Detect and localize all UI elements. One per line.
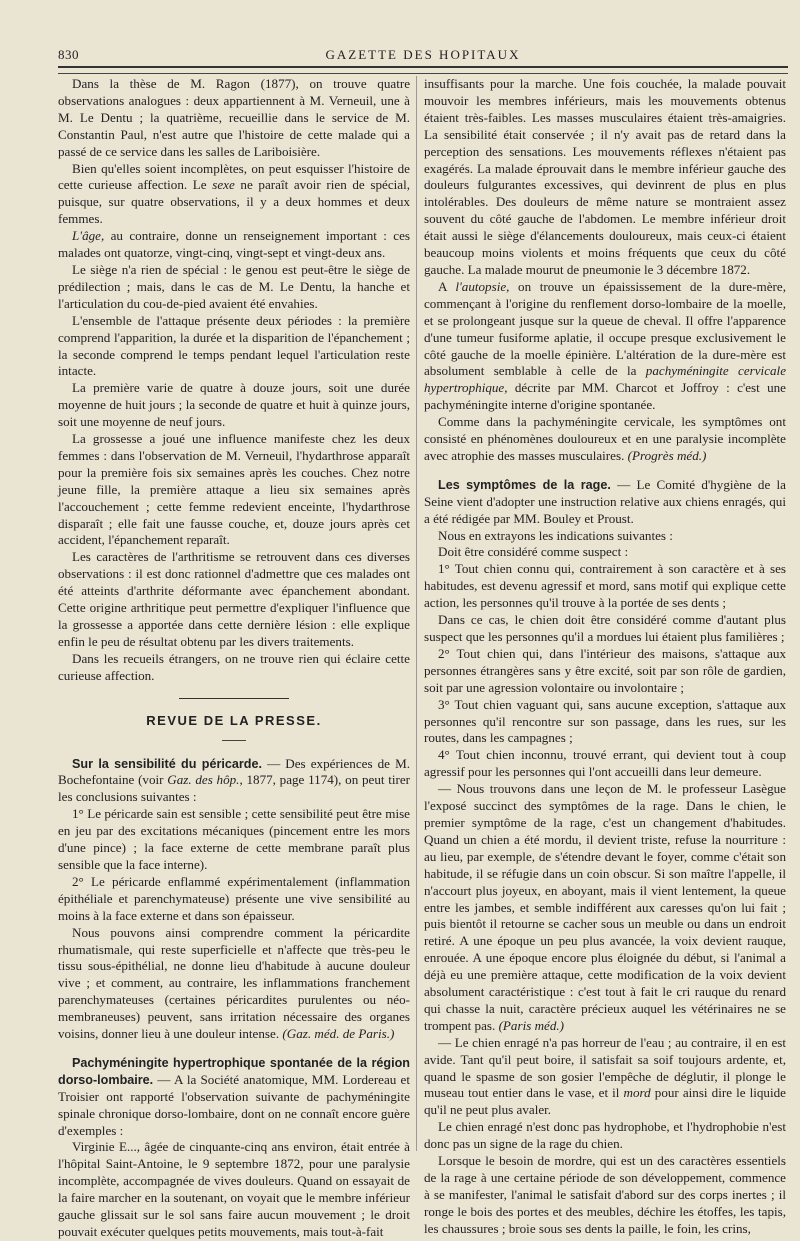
paragraph: 4° Tout chien inconnu, trouvé errant, qui devient tout à coup agressif pour les personnes qui l'ont accueilli dans leur demeure. <box>424 747 786 780</box>
article-title: Les symptômes de la rage. <box>438 477 611 492</box>
paragraph: Virginie E..., âgée de cinquante-cinq ans environ, était entrée à l'hôpital Saint-Antoine, le 9 septembre 1872, pour une paralysie incomplète, accompagnée de vives douleurs. Quand on essayait de la faire marcher en la soutenant, on voyait que le membre inférieur gauche glissait sur le sol sans faire aucun mouvement ; le droit pouvait exécuter quelques petits mouvements, mais tout-à-fait <box>58 1139 410 1239</box>
section-separator <box>58 689 410 707</box>
paragraph: Lorsque le besoin de mordre, qui est un des caractères essentiels de la rage à une certaine période de son développement, commence à se manifester, l'animal le satisfait d'abord sur des corps inertes ; il ronge le bois des portes et des meubles, déchire les étoffes, les tapis, les chaussures ; broie sous ses dents la paille, le foin, les crins, <box>424 1153 786 1236</box>
article-paragraph: Les symptômes de la rage. — Le Comité d'hygiène de la Seine vient d'adopter une instruction relative aux chiens enragés, qui a été rédigée par MM. Bouley et Proust. <box>424 476 786 526</box>
section-title: REVUE DE LA PRESSE. <box>146 712 322 728</box>
page-number: 830 <box>58 47 79 62</box>
paragraph: Le siège n'a rien de spécial : le genou est peut-être le siège de prédilection ; mais, dans le cas de M. Le Dentu, la hanche et l'articulation du cou-de-pied avaient été envahies. <box>58 261 410 311</box>
paragraph: L'âge, au contraire, donne un renseignement important : ces malades ont quatorze, vingt-cinq, vingt-sept et vingt-deux ans. <box>58 228 410 261</box>
paragraph: Dans la thèse de M. Ragon (1877), on trouve quatre observations analogues : deux appartiennent à M. Verneuil, une à M. Le Dentu ; la quatrième, recueillie dans le service de M. Constantin Paul, n'est autre que l'histoire de cette malade qui a passé de ce service dans les salles de Lariboisière. <box>58 76 410 159</box>
paragraph: Bien qu'elles soient incomplètes, on peut esquisser l'histoire de cette curieuse affection. Le sexe ne paraît avoir rien de spécial, puisque, sur quatre observations, il y a deux hommes et deux femmes. <box>58 160 410 227</box>
paragraph: — Nous trouvons dans une leçon de M. le professeur Lasègue l'exposé succinct des symptômes de la rage. Dans le chien, le premier symptôme de la rage, c'est un changement d'habitudes. Quand un chien a été mordu, il devient triste, refuse la nourriture : au lieu, par exemple, de s'étendre devant le foyer, comme c'était son habitude, il se réfugie dans un coin obscur. Si son maître l'appelle, il n'accourt plus joyeux, en aboyant, mais il vient lentement, la queue entre les jambes, et semble indifférent aux caresses qu'on lui fait ; puis bientôt il retourne se cacher sous un meuble ou dans un endroit retiré. A une époque un peu plus avancée, la voix devient rauque, enrouée. A une époque encore plus éloignée du début, si l'animal a déjà eu une première attaque, cette modification de la voix devient absolument caractéristique : c'est tout à fait le cri rauque du renard qui chasse la nuit, caractère précieux auquel les vétérinaires ne se trompent pas. (Paris méd.) <box>424 781 786 1033</box>
paragraph: Dans les recueils étrangers, on ne trouve rien qui éclaire cette curieuse affection. <box>58 650 410 683</box>
paragraph: Nous pouvons ainsi comprendre comment la péricardite rhumatismale, qui reste superficielle et n'affecte que très-peu le tissu sous-épithélial, ne donne lieu d'habitude à aucune douleur vive ; et comment, au contraire, les inflammations franchement parenchymateuses (certaines péricardites purulentes ou néo-membraneuses) peuvent, sans irritation nécessaire des organes voisins, donner lieu à une douleur intense. (Gaz. méd. de Paris.) <box>58 924 410 1042</box>
paragraph: Le chien enragé n'est donc pas hydrophobe, et l'hydrophobie n'est donc pas un signe de la rage du chien. <box>424 1119 786 1152</box>
source-citation: (Paris méd.) <box>498 1017 565 1033</box>
article-paragraph: Pachyméningite hypertrophique spontanée de la région dorso-lombaire. — A la Société anatomique, MM. Lordereau et Troisier ont rapporté l'observation suivante de pachyméningite spinale chronique dorso-lombaire, dont on ne connaît encore guère d'exemples : <box>58 1055 410 1138</box>
page-header <box>58 44 788 66</box>
header-rule <box>58 66 788 74</box>
paragraph: Les caractères de l'arthritisme se retrouvent dans ces diverses observations : il est donc rationnel d'admettre que ces malades ont été atteints d'arthrite déformante avec épanchement abondant. Cette origine arthritique peut permettre d'expliquer l'influence que la grossesse a apportée dans cette dernière lésion : elle explique enfin le peu de résultat obtenu par les divers traitements. <box>58 549 410 649</box>
title-rule <box>58 732 410 746</box>
paragraph: Doit être considéré comme suspect : <box>438 544 629 560</box>
paragraph: Dans ce cas, le chien doit être considéré comme d'autant plus suspect que les personnes qu'il a mordues lui étaient plus familières ; <box>424 612 786 644</box>
paragraph: 2° Tout chien qui, dans l'intérieur des maisons, s'attaque aux personnes étrangères sans y être excité, soit par son rôle de gardien, soit par une agression volontaire ou involontaire ; <box>424 645 786 695</box>
paragraph: 3° Tout chien vaguant qui, sans aucune exception, s'attaque aux personnes qu'il rencontre sur son passage, dans les rues, sur les routes, dans les campagnes ; <box>424 696 786 746</box>
right-column <box>424 76 786 1238</box>
running-title: GAZETTE DES HOPITAUX <box>325 47 521 62</box>
paragraph: A l'autopsie, on trouve un épaississement de la dure-mère, commençant à l'origine du renflement dorso-lombaire de la moelle, et se prolongeant jusque sur la queue de cheval. Il offre l'apparence d'une tumeur fusiforme aplatie, il occupe presque exclusivement le côté gauche de la moelle épinière. L'altération de la dure-mère est absolument semblable à celle de la pachyméningite cervicale hypertrophique, décrite par MM. Charcot et Joffroy : c'est une pachyméningite interne d'origine spontanée. <box>424 278 787 413</box>
paragraph: Comme dans la pachyméningite cervicale, les symptômes ont consisté en phénomènes douloureux et en une paralysie incomplète avec atrophie des masses musculaires. (Progrès méd.) <box>424 414 786 463</box>
paragraph: 1° Le péricarde sain est sensible ; cette sensibilité peut être mise en jeu par des excitations mécaniques (pincement entre les mors d'une pince) ; la face externe de cette membrane paraît plus sensible que la face interne). <box>58 806 410 872</box>
paragraph: Nous en extrayons les indications suivantes : <box>438 527 673 543</box>
paragraph: L'ensemble de l'attaque présente deux périodes : la première comprend l'apparition, la durée et la disparition de l'épanchement ; la seconde comprend le temps pendant lequel l'articulation reste intacte. <box>58 312 410 379</box>
paragraph: insuffisants pour la marche. Une fois couchée, la malade pouvait mouvoir les membres inférieurs, mais les mouvements obtenus étaient très-faibles. Les masses musculaires étaient très-amaigries. La sensibilité était conservée ; il n'y avait pas de retard dans la perception des sensations. Les mouvements réflexes n'étaient pas exagérés. La malade éprouvait dans le membre inférieur gauche des douleurs fulgurantes excessives, qui devinrent de plus en plus intolérables. Des douleurs de même nature se montraient assez souvent du côté gauche de l'abdomen. Le membre inférieur droit était aussi le siège d'élancements douloureux, mais ceux-ci étaient beaucoup moins violents et moins fréquents que ceux du côté gauche. La malade mourut de pneumonie le 3 décembre 1872. <box>424 76 786 277</box>
paragraph: La grossesse a joué une influence manifeste chez les deux femmes : dans l'observation de M. Verneuil, l'hydarthrose apparaît pour la première fois six semaines après les couches. Chez notre jeune fille, la première attaque a lieu six semaines après l'accouchement ; cette femme redevient enceinte, l'hydarthrose disparaît ; elle fait une fausse couche, et, douze jours après cet accident, l'épanchement reparaît. <box>58 431 410 548</box>
article-title: Pachyméningite hypertrophique spontanée de la région dorso-lombaire. <box>58 1055 410 1087</box>
article-paragraph: Sur la sensibilité du péricarde. — Des expériences de M. Bochefontaine (voir Gaz. des hôp., 1877, page 1174), on peut tirer les conclusions suivantes : <box>58 755 411 805</box>
paragraph: La première varie de quatre à douze jours, soit une durée moyenne de huit jours ; la seconde de quatre et huit à quinze jours, soit une moyenne de neuf jours. <box>58 380 410 430</box>
left-column <box>58 76 410 1241</box>
column-divider <box>416 76 417 1151</box>
paragraph: — Le chien enragé n'a pas horreur de l'eau ; au contraire, il en est avide. Tant qu'il peut boire, il satisfait sa soif toujours ardente, et, quand le spasme de son gosier l'empêche de déglutir, il plonge le museau tout entier dans le vase, et il mord pour ainsi dire le liquide qu'il ne peut plus avaler. <box>424 1034 786 1118</box>
source-citation: (Gaz. méd. de Paris.) <box>282 1026 395 1042</box>
source-citation: (Progrès méd.) <box>627 447 707 463</box>
article-title: Sur la sensibilité du péricarde. <box>72 756 262 771</box>
paragraph: 2° Le péricarde enflammé expérimentalement (inflammation épithéliale et parenchymateuse) présente une vive sensibilité au moins à la face externe et dans son épaisseur. <box>58 873 410 923</box>
paragraph: 1° Tout chien connu qui, contrairement à son caractère et à ses habitudes, est devenu agressif et mord, sans motif qui explique cette action, les personnes qu'il trouve à la portée de ses dents ; <box>424 561 786 611</box>
